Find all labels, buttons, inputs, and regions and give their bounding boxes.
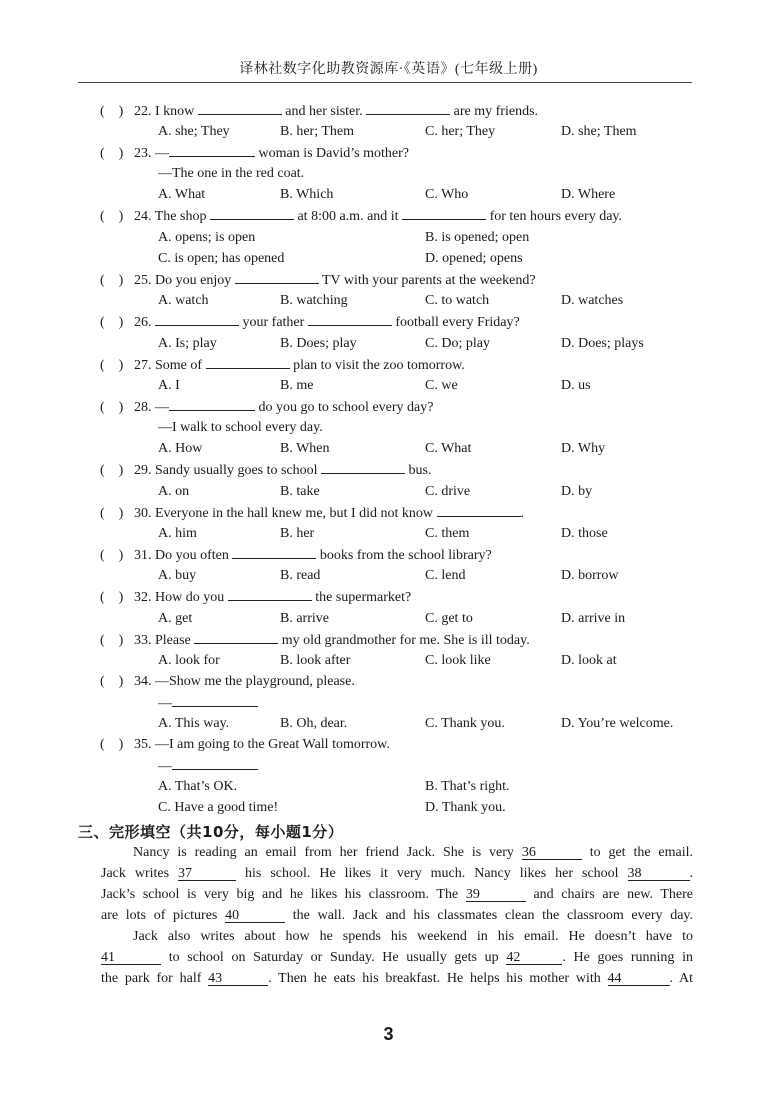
answer-paren: ( ): [100, 146, 124, 161]
answer-paren: ( ): [100, 633, 124, 648]
blank-number: 42: [506, 947, 562, 965]
blank-number: 36: [522, 842, 582, 860]
question-number: 25: [134, 273, 148, 288]
blank: [169, 144, 255, 157]
stem-text: —: [155, 400, 169, 415]
option-d: D. us: [561, 378, 591, 393]
stem-text: —I am going to the Great Wall tomorrow.: [155, 737, 390, 752]
stem-text: The shop: [154, 209, 207, 224]
answer-paren: ( ): [100, 315, 124, 330]
question-35: ( ) 35. —I am going to the Great Wall tomorrow.: [100, 737, 390, 752]
option-d: D. look at: [561, 653, 617, 668]
option-c: C. to watch: [425, 293, 490, 308]
option-d: D. Where: [561, 187, 616, 202]
question-29: ( ) 29. Sandy usually goes to school bus.: [100, 463, 432, 478]
stem-text: Everyone in the hall knew me, but I did not know: [155, 506, 433, 521]
option-b: B. her; Them: [280, 124, 355, 139]
option-a: A. on: [158, 484, 190, 499]
stem-text: books from the school library?: [319, 548, 492, 563]
question-number: 26: [134, 315, 148, 330]
option-b: B. Which: [280, 187, 334, 202]
dash: —: [158, 759, 172, 774]
passage-text: his school. He likes it very much. Nancy likes her school: [245, 866, 619, 881]
stem-text: at 8:00 a.m. and it: [297, 209, 399, 224]
passage-line: [101, 905, 693, 926]
passage-text: are lots of pictures: [101, 908, 218, 923]
option-b: B. her: [280, 526, 315, 541]
blank-number: 43: [208, 968, 268, 986]
passage-line: [101, 884, 693, 905]
answer-paren: ( ): [100, 590, 124, 605]
stem-text: woman is David’s mother?: [258, 146, 409, 161]
passage-text: the wall. Jack and his classmates clean the classroom every day.: [292, 908, 694, 923]
passage-text: Jack also writes about how he spends his weekend in his email. He doesn’t have to: [133, 929, 693, 944]
option-d: D. You’re welcome.: [561, 716, 674, 731]
question-30: ( ) 30. Everyone in the hall knew me, but I did not know .: [100, 506, 524, 521]
option-d: D. Thank you.: [425, 800, 506, 815]
option-c: C. we: [425, 378, 458, 393]
option-c: C. lend: [425, 568, 466, 583]
stem-text: for ten hours every day.: [489, 209, 622, 224]
option-b: B. look after: [280, 653, 351, 668]
stem-text: bus.: [408, 463, 432, 478]
option-c: C. her; They: [425, 124, 496, 139]
question-number: 29: [134, 463, 148, 478]
dialogue-reply: [158, 757, 258, 776]
question-number: 30: [134, 506, 148, 521]
option-a: A. buy: [158, 568, 197, 583]
option-c: C. Who: [425, 187, 469, 202]
option-d: D. watches: [561, 293, 624, 308]
option-a: A. she; They: [158, 124, 230, 139]
question-23: ( ) 23. — woman is David’s mother?: [100, 146, 409, 161]
passage-line: [101, 968, 693, 989]
blank: [210, 207, 294, 220]
blank: [308, 313, 392, 326]
blank: [194, 631, 278, 644]
blank-number: 44: [608, 968, 670, 986]
option-a: A. How: [158, 441, 203, 456]
option-a: A. That’s OK.: [158, 779, 238, 794]
blank-number: 38: [628, 863, 690, 881]
answer-paren: ( ): [100, 737, 124, 752]
blank: [172, 757, 258, 770]
question-22: ( ) 22. I know and her sister. are my friends.: [100, 104, 539, 119]
question-24: ( ) 24. The shop at 8:00 a.m. and it for ten hours every day.: [100, 209, 622, 224]
question-number: 27: [134, 358, 148, 373]
question-27: ( ) 27. Some of plan to visit the zoo tomorrow.: [100, 358, 465, 373]
page-header: 译林社数字化助教资源库·《英语》(七年级上册): [239, 62, 538, 77]
question-25: ( ) 25. Do you enjoy TV with your parents at the weekend?: [100, 273, 536, 288]
passage-text: and chairs are new. There: [533, 887, 694, 902]
stem-text: football every Friday?: [395, 315, 520, 330]
option-b: B. watching: [280, 293, 348, 308]
stem-text: do you go to school every day?: [258, 400, 434, 415]
blank: [402, 207, 486, 220]
answer-paren: ( ): [100, 674, 124, 689]
answer-paren: ( ): [100, 400, 124, 415]
option-a: A. Is; play: [158, 336, 217, 351]
option-b: B. When: [280, 441, 330, 456]
option-b: B. Does; play: [280, 336, 357, 351]
stem-text: I know: [155, 104, 195, 119]
option-a: A. get: [158, 611, 193, 626]
stem-text: .: [520, 506, 524, 521]
stem-text: How do you: [155, 590, 225, 605]
cloze-passage: [101, 842, 693, 989]
question-31: ( ) 31. Do you often books from the school library?: [100, 548, 492, 563]
option-d: D. those: [561, 526, 608, 541]
dialogue-reply: —The one in the red coat.: [158, 166, 305, 181]
stem-text: the supermarket?: [315, 590, 412, 605]
option-c: C. get to: [425, 611, 473, 626]
stem-text: and her sister.: [285, 104, 363, 119]
passage-text: . Then he eats his breakfast. He helps his mother with: [268, 971, 601, 986]
option-c: C. is open; has opened: [158, 251, 285, 266]
blank: [437, 504, 521, 517]
question-number: 34: [134, 674, 148, 689]
dialogue-reply: [158, 694, 258, 713]
option-c: C. Thank you.: [425, 716, 505, 731]
answer-paren: ( ): [100, 273, 124, 288]
option-b: B. is opened; open: [425, 230, 530, 245]
blank: [228, 588, 312, 601]
blank: [232, 546, 316, 559]
passage-line: [101, 842, 693, 863]
answer-paren: ( ): [100, 463, 124, 478]
option-b: B. That’s right.: [425, 779, 510, 794]
blank: [321, 461, 405, 474]
answer-paren: ( ): [100, 104, 124, 119]
passage-text: to get the email.: [589, 845, 694, 860]
option-d: D. arrive in: [561, 611, 626, 626]
question-33: ( ) 33. Please my old grandmother for me. She is ill today.: [100, 633, 530, 648]
passage-text: Nancy is reading an email from her friend Jack. She is very: [133, 845, 514, 860]
option-b: B. Oh, dear.: [280, 716, 348, 731]
option-b: B. take: [280, 484, 320, 499]
page-number: 3: [383, 1024, 394, 1044]
option-b: B. arrive: [280, 611, 329, 626]
question-number: 23: [134, 146, 148, 161]
option-d: D. she; Them: [561, 124, 637, 139]
passage-text: Jack’s school is very big and he likes his classroom. The: [101, 887, 459, 902]
question-number: 24: [134, 209, 148, 224]
stem-text: TV with your parents at the weekend?: [321, 273, 536, 288]
answer-paren: ( ): [100, 506, 124, 521]
blank: [169, 398, 255, 411]
stem-text: —Show me the playground, please.: [155, 674, 355, 689]
blank: [155, 313, 239, 326]
question-26: ( ) 26. your father football every Friday?: [100, 315, 520, 330]
option-a: A. I: [158, 378, 180, 393]
option-a: A. watch: [158, 293, 209, 308]
blank-number: 39: [466, 884, 526, 902]
answer-paren: ( ): [100, 209, 124, 224]
passage-line: [101, 863, 693, 884]
passage-line: [101, 926, 693, 947]
blank: [366, 102, 450, 115]
question-number: 32: [134, 590, 148, 605]
header-rule: [78, 82, 692, 83]
blank: [235, 271, 319, 284]
stem-text: are my friends.: [453, 104, 539, 119]
option-d: D. Why: [561, 441, 606, 456]
stem-text: your father: [242, 315, 305, 330]
option-a: A. What: [158, 187, 206, 202]
blank-number: 37: [178, 863, 236, 881]
option-c: C. Have a good time!: [158, 800, 279, 815]
stem-text: Do you often: [155, 548, 229, 563]
question-32: ( ) 32. How do you the supermarket?: [100, 590, 412, 605]
passage-text: the park for half: [101, 971, 202, 986]
option-a: A. him: [158, 526, 197, 541]
option-d: D. Does; plays: [561, 336, 644, 351]
stem-text: my old grandmother for me. She is ill today.: [281, 633, 530, 648]
passage-line: [101, 947, 693, 968]
question-number: 31: [134, 548, 148, 563]
stem-text: —: [155, 146, 169, 161]
option-c: C. What: [425, 441, 472, 456]
blank-number: 41: [101, 947, 161, 965]
option-d: D. borrow: [561, 568, 619, 583]
blank: [198, 102, 282, 115]
passage-text: to school on Saturday or Sunday. He usually gets up: [168, 950, 499, 965]
stem-text: Do you enjoy: [155, 273, 232, 288]
dash: —: [158, 696, 172, 711]
option-c: C. drive: [425, 484, 471, 499]
blank: [206, 356, 290, 369]
question-34: ( ) 34. —Show me the playground, please.: [100, 674, 355, 689]
stem-text: Some of: [155, 358, 203, 373]
question-number: 35: [134, 737, 148, 752]
question-28: ( ) 28. — do you go to school every day?: [100, 400, 434, 415]
option-a: A. opens; is open: [158, 230, 256, 245]
stem-text: Sandy usually goes to school: [155, 463, 318, 478]
option-d: D. opened; opens: [425, 251, 523, 266]
passage-text: . He goes running in: [562, 950, 693, 965]
option-a: A. This way.: [158, 716, 230, 731]
passage-text: Jack writes: [101, 866, 170, 881]
option-a: A. look for: [158, 653, 220, 668]
question-number: 22: [134, 104, 148, 119]
blank: [172, 694, 258, 707]
section-title: 三、完形填空（共10分，每小题1分）: [78, 823, 344, 841]
passage-text: . At: [669, 971, 694, 986]
stem-text: Please: [155, 633, 191, 648]
question-number: 33: [134, 633, 148, 648]
dialogue-reply: —I walk to school every day.: [158, 420, 323, 435]
option-d: D. by: [561, 484, 593, 499]
question-number: 28: [134, 400, 148, 415]
passage-text: .: [689, 866, 694, 881]
option-b: B. read: [280, 568, 321, 583]
option-b: B. me: [280, 378, 314, 393]
answer-paren: ( ): [100, 548, 124, 563]
answer-paren: ( ): [100, 358, 124, 373]
option-c: C. look like: [425, 653, 491, 668]
stem-text: plan to visit the zoo tomorrow.: [293, 358, 465, 373]
option-c: C. them: [425, 526, 470, 541]
option-c: C. Do; play: [425, 336, 490, 351]
blank-number: 40: [225, 905, 285, 923]
